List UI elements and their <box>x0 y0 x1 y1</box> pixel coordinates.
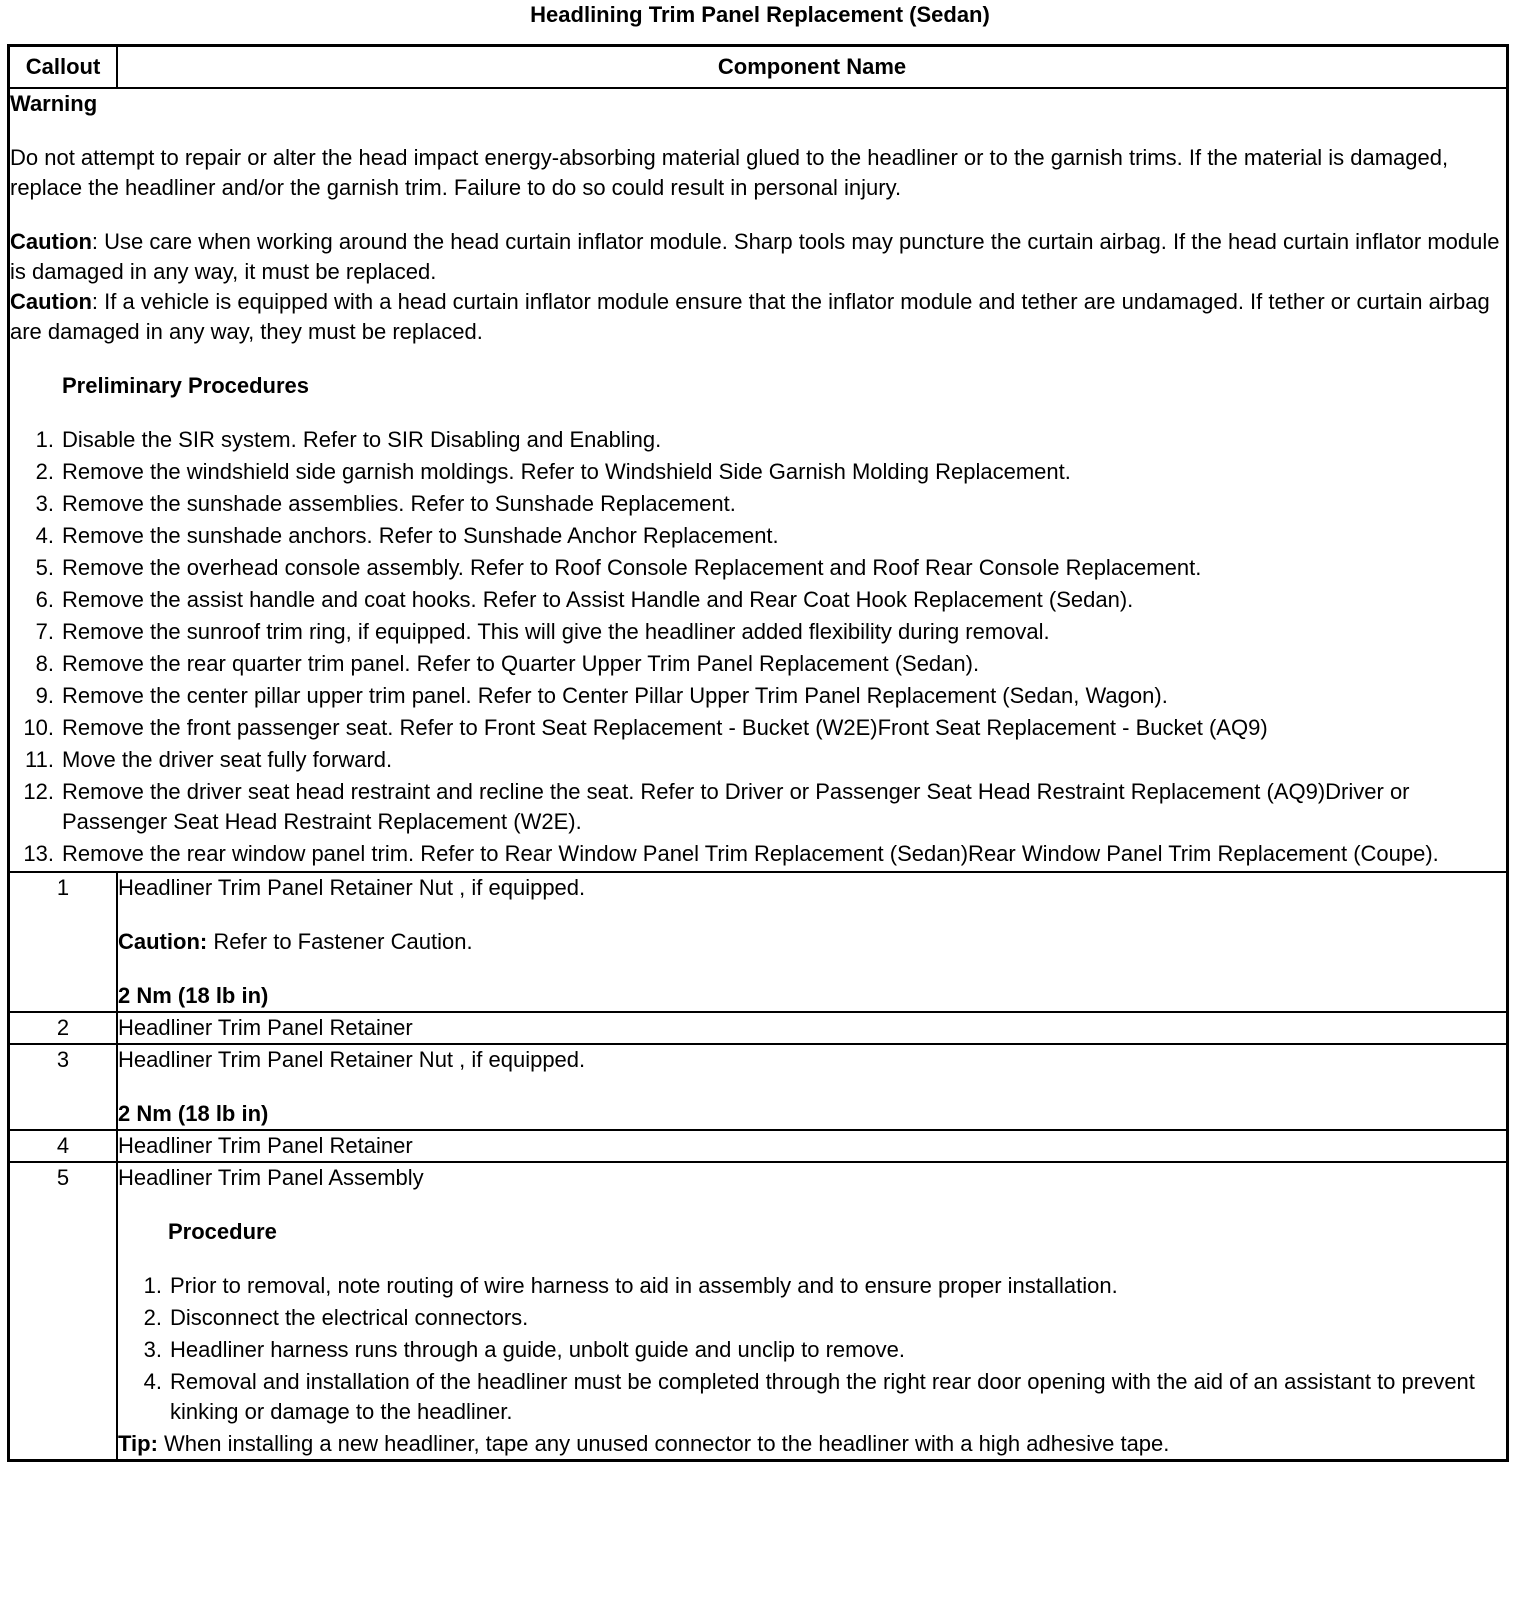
caution-text: Refer to Fastener Caution. <box>207 929 473 954</box>
list-item <box>10 777 1506 837</box>
step-text: Removal and installation of the headliner must be completed through the right rear door opening with the aid of an assistant to prevent kinking or damage to the headliner. <box>170 1369 1475 1424</box>
step-text: Disable the SIR system. Refer to SIR Disabling and Enabling. <box>62 427 662 452</box>
installation-tip <box>118 1429 1506 1459</box>
caution-label: Caution: <box>118 929 208 954</box>
caution-1 <box>10 227 1506 287</box>
step-text: Remove the sunroof trim ring, if equipped. This will give the headliner added flexibility during removal. <box>62 619 1050 644</box>
warning-heading: Warning <box>10 91 98 116</box>
fastener-caution <box>118 927 1506 957</box>
table-row <box>9 1012 1508 1044</box>
step-number: 9. <box>35 683 54 708</box>
list-item <box>10 521 1506 551</box>
list-item <box>10 617 1506 647</box>
step-text: Headliner harness runs through a guide, unbolt guide and unclip to remove. <box>170 1337 906 1362</box>
step-number: 3. <box>143 1337 162 1362</box>
caution-label: Caution <box>10 229 92 254</box>
step-number: 2. <box>143 1305 162 1330</box>
step-number: 10. <box>23 715 54 740</box>
list-item <box>10 553 1506 583</box>
caution-label: Caution <box>10 289 92 314</box>
step-number: 6. <box>35 587 54 612</box>
step-number: 11. <box>25 747 54 772</box>
procedure-heading: Procedure <box>168 1219 277 1244</box>
step-text: Move the driver seat fully forward. <box>62 747 393 772</box>
step-text: Remove the rear window panel trim. Refer to Rear Window Panel Trim Replacement (Sedan)Rear Window Panel Trim Replacement (Coupe). <box>62 841 1439 866</box>
table-row <box>9 1044 1508 1130</box>
list-item <box>118 1367 1506 1427</box>
step-number: 5. <box>35 555 54 580</box>
component-name: Headliner Trim Panel Retainer <box>118 1133 413 1158</box>
step-number: 4. <box>35 523 54 548</box>
warning-text: Do not attempt to repair or alter the head impact energy-absorbing material glued to the headliner or to the garnish trims. If the material is damaged, replace the headliner and/or the garnish trim. Failure to do so could result in personal injury. <box>10 145 1449 200</box>
table-row <box>9 1162 1508 1461</box>
callout-cell: 2 <box>9 1012 118 1044</box>
step-text: Remove the windshield side garnish moldings. Refer to Windshield Side Garnish Molding Replacement. <box>62 459 1071 484</box>
table-row <box>9 872 1508 1012</box>
step-number: 12. <box>23 779 54 804</box>
header-component-name: Component Name <box>117 46 1508 89</box>
component-name: Headliner Trim Panel Assembly <box>118 1165 424 1190</box>
caution-2-text: : If a vehicle is equipped with a head curtain inflator module ensure that the inflator module and tether are undamaged. If tether or curtain airbag are damaged in any way, they must be replaced. <box>10 289 1490 344</box>
intro-cell <box>9 88 1508 872</box>
step-number: 2. <box>35 459 54 484</box>
tip-label: Tip: <box>118 1431 158 1456</box>
page-title: Headlining Trim Panel Replacement (Sedan) <box>530 2 990 27</box>
caution-1-text: : Use care when working around the head curtain inflator module. Sharp tools may puncture the curtain airbag. If the head curtain inflator module is damaged in any way, it must be replaced. <box>10 229 1500 284</box>
list-item <box>10 585 1506 615</box>
step-number: 13. <box>23 841 54 866</box>
callout-cell: 4 <box>9 1130 118 1162</box>
step-text: Remove the sunshade assemblies. Refer to Sunshade Replacement. <box>62 491 736 516</box>
step-text: Remove the driver seat head restraint and recline the seat. Refer to Driver or Passenger Seat Head Restraint Replacement (AQ9)Driver or Passenger Seat Head Restraint Replacement (W2E). <box>62 779 1410 834</box>
caution-2 <box>10 287 1506 347</box>
list-item <box>10 457 1506 487</box>
component-cell <box>117 872 1508 1012</box>
step-number: 8. <box>35 651 54 676</box>
torque-spec: 2 Nm (18 lb in) <box>118 983 269 1008</box>
list-item <box>10 489 1506 519</box>
step-number: 1. <box>143 1273 162 1298</box>
preliminary-procedures-heading: Preliminary Procedures <box>62 373 310 398</box>
list-item <box>10 745 1506 775</box>
intro-row <box>9 88 1508 872</box>
table-header-row <box>9 46 1508 89</box>
component-table <box>7 44 1509 1462</box>
callout-cell: 5 <box>9 1162 118 1461</box>
list-item <box>10 713 1506 743</box>
component-cell <box>117 1012 1508 1044</box>
list-item <box>10 649 1506 679</box>
step-text: Remove the sunshade anchors. Refer to Sunshade Anchor Replacement. <box>62 523 779 548</box>
step-text: Prior to removal, note routing of wire harness to aid in assembly and to ensure proper installation. <box>170 1273 1118 1298</box>
list-item <box>10 681 1506 711</box>
component-name: Headliner Trim Panel Retainer Nut , if equipped. <box>118 1047 586 1072</box>
header-callout: Callout <box>9 46 118 89</box>
step-text: Remove the assist handle and coat hooks. Refer to Assist Handle and Rear Coat Hook Replacement (Sedan). <box>62 587 1134 612</box>
component-cell <box>117 1162 1508 1461</box>
procedure-steps-list <box>118 1271 1506 1427</box>
step-number: 3. <box>35 491 54 516</box>
list-item <box>118 1335 1506 1365</box>
step-number: 4. <box>143 1369 162 1394</box>
component-name: Headliner Trim Panel Retainer <box>118 1015 413 1040</box>
component-cell <box>117 1130 1508 1162</box>
preliminary-steps-list <box>10 425 1506 869</box>
step-number: 1. <box>35 427 54 452</box>
list-item <box>118 1303 1506 1333</box>
component-name: Headliner Trim Panel Retainer Nut , if equipped. <box>118 875 586 900</box>
torque-spec: 2 Nm (18 lb in) <box>118 1101 269 1126</box>
step-text: Remove the center pillar upper trim panel. Refer to Center Pillar Upper Trim Panel Replacement (Sedan, Wagon). <box>62 683 1168 708</box>
list-item <box>10 425 1506 455</box>
callout-cell: 3 <box>9 1044 118 1130</box>
step-text: Disconnect the electrical connectors. <box>170 1305 529 1330</box>
table-row <box>9 1130 1508 1162</box>
step-number: 7. <box>35 619 54 644</box>
caution-block <box>10 227 1506 347</box>
list-item <box>118 1271 1506 1301</box>
step-text: Remove the overhead console assembly. Refer to Roof Console Replacement and Roof Rear Console Replacement. <box>62 555 1202 580</box>
callout-cell: 1 <box>9 872 118 1012</box>
step-text: Remove the front passenger seat. Refer to Front Seat Replacement - Bucket (W2E)Front Seat Replacement - Bucket (AQ9) <box>62 715 1268 740</box>
list-item <box>10 839 1506 869</box>
tip-text: When installing a new headliner, tape any unused connector to the headliner with a high adhesive tape. <box>157 1431 1170 1456</box>
component-cell <box>117 1044 1508 1130</box>
step-text: Remove the rear quarter trim panel. Refer to Quarter Upper Trim Panel Replacement (Sedan). <box>62 651 980 676</box>
